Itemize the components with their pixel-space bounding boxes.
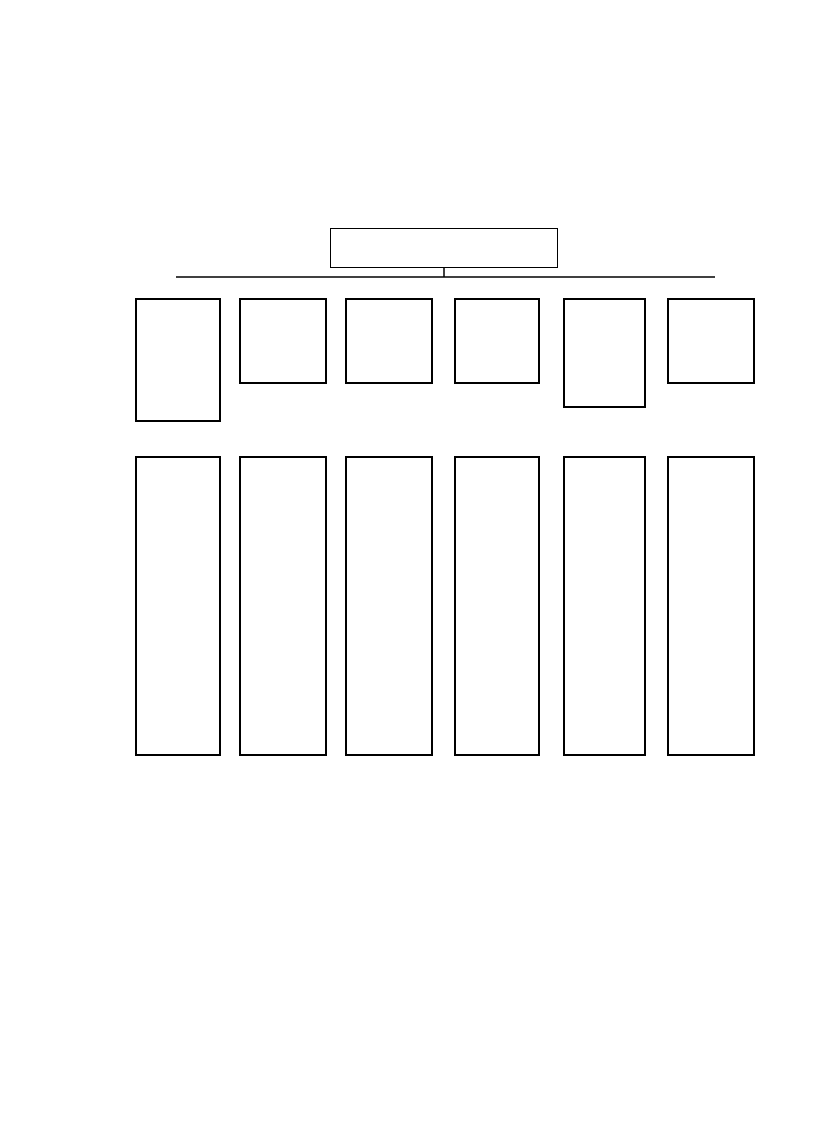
diagram-root-box: [330, 228, 558, 268]
detail-box-memory: [345, 456, 433, 756]
category-box-memory: [345, 298, 433, 384]
category-box-language: [563, 298, 646, 408]
detail-box-behavior: [667, 456, 755, 756]
category-box-attention: [454, 298, 540, 384]
detail-box-language: [563, 456, 646, 756]
category-box-behavior: [667, 298, 755, 384]
detail-box-perception: [135, 456, 221, 756]
detail-box-attention: [454, 456, 540, 756]
category-box-perception: [135, 298, 221, 422]
detail-box-thinking: [239, 456, 327, 756]
category-box-thinking: [239, 298, 327, 384]
